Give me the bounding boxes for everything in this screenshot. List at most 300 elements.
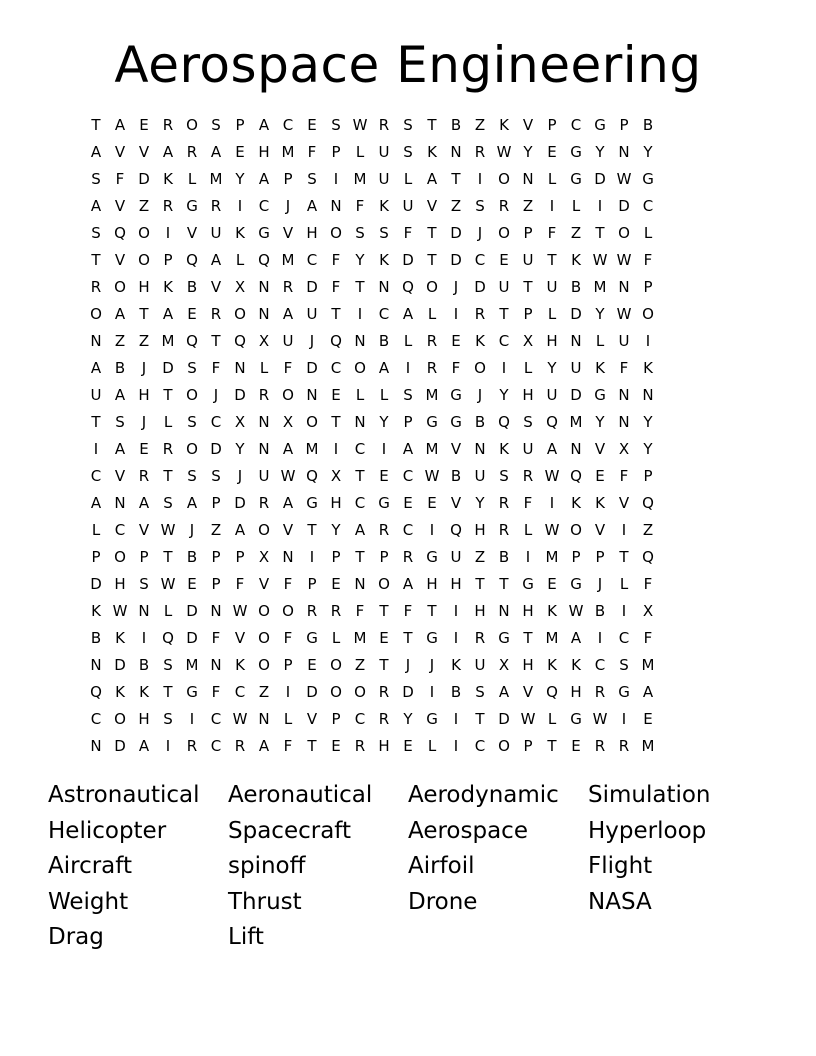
grid-letter[interactable]: A — [378, 359, 390, 377]
grid-letter[interactable]: T — [307, 737, 317, 755]
grid-letter[interactable]: Q — [162, 629, 174, 647]
grid-letter[interactable]: P — [283, 170, 293, 188]
grid-letter[interactable]: L — [571, 197, 581, 215]
grid-letter[interactable]: G — [570, 143, 582, 161]
grid-letter[interactable]: S — [91, 224, 101, 242]
grid-letter[interactable]: F — [523, 494, 533, 512]
grid-letter[interactable]: K — [115, 683, 125, 701]
grid-letter[interactable]: L — [331, 629, 341, 647]
grid-letter[interactable]: T — [499, 305, 509, 323]
grid-letter[interactable]: O — [258, 521, 270, 539]
grid-letter[interactable]: G — [594, 386, 606, 404]
grid-letter[interactable]: I — [189, 710, 195, 728]
grid-letter[interactable]: M — [185, 656, 199, 674]
grid-letter[interactable]: Y — [643, 440, 653, 458]
grid-letter[interactable]: H — [138, 710, 150, 728]
grid-letter[interactable]: A — [570, 629, 582, 647]
grid-letter[interactable]: G — [306, 494, 318, 512]
grid-letter[interactable]: P — [403, 413, 413, 431]
grid-letter[interactable]: A — [138, 494, 150, 512]
grid-letter[interactable]: F — [451, 359, 461, 377]
grid-letter[interactable]: Y — [355, 251, 365, 269]
grid-letter[interactable]: Z — [474, 116, 486, 134]
grid-letter[interactable]: N — [90, 656, 102, 674]
grid-letter[interactable]: J — [141, 359, 147, 377]
grid-letter[interactable]: I — [165, 224, 171, 242]
grid-letter[interactable]: K — [571, 656, 581, 674]
grid-letter[interactable]: E — [571, 737, 581, 755]
grid-letter[interactable]: E — [499, 251, 509, 269]
grid-letter[interactable]: X — [522, 332, 534, 350]
grid-letter[interactable]: V — [618, 494, 630, 512]
grid-letter[interactable]: W — [352, 116, 368, 134]
grid-letter[interactable]: N — [378, 278, 390, 296]
grid-letter[interactable]: D — [210, 440, 222, 458]
grid-letter[interactable]: L — [523, 359, 533, 377]
grid-letter[interactable]: L — [355, 143, 365, 161]
grid-letter[interactable]: P — [643, 467, 653, 485]
grid-letter[interactable]: A — [114, 116, 126, 134]
grid-letter[interactable]: H — [378, 737, 390, 755]
grid-letter[interactable]: A — [186, 494, 198, 512]
grid-letter[interactable]: O — [354, 683, 366, 701]
grid-letter[interactable]: B — [450, 683, 462, 701]
grid-letter[interactable]: Y — [595, 143, 605, 161]
grid-letter[interactable]: Q — [114, 224, 126, 242]
grid-letter[interactable]: P — [331, 548, 341, 566]
grid-letter[interactable]: T — [523, 629, 533, 647]
grid-letter[interactable]: P — [235, 116, 245, 134]
grid-letter[interactable]: K — [91, 602, 101, 620]
grid-letter[interactable]: G — [426, 413, 438, 431]
grid-letter[interactable]: W — [616, 170, 632, 188]
grid-letter[interactable]: V — [282, 521, 294, 539]
grid-letter[interactable]: O — [234, 305, 246, 323]
grid-letter[interactable]: Z — [138, 197, 150, 215]
grid-letter[interactable]: C — [354, 710, 366, 728]
grid-letter[interactable]: V — [522, 683, 534, 701]
grid-letter[interactable]: E — [307, 656, 317, 674]
grid-letter[interactable]: G — [186, 683, 198, 701]
grid-letter[interactable]: W — [232, 710, 248, 728]
grid-letter[interactable]: Y — [547, 359, 557, 377]
grid-letter[interactable]: U — [90, 386, 102, 404]
grid-letter[interactable]: T — [619, 548, 629, 566]
grid-letter[interactable]: B — [450, 467, 462, 485]
grid-letter[interactable]: N — [258, 305, 270, 323]
grid-letter[interactable]: K — [379, 197, 389, 215]
grid-letter[interactable]: T — [475, 710, 485, 728]
grid-letter[interactable]: T — [451, 170, 461, 188]
grid-letter[interactable]: I — [429, 521, 435, 539]
grid-letter[interactable]: P — [307, 575, 317, 593]
grid-letter[interactable]: K — [547, 656, 557, 674]
grid-letter[interactable]: M — [425, 386, 439, 404]
grid-letter[interactable]: G — [426, 548, 438, 566]
grid-letter[interactable]: A — [234, 521, 246, 539]
grid-letter[interactable]: K — [475, 332, 485, 350]
grid-letter[interactable]: C — [330, 359, 342, 377]
grid-letter[interactable]: E — [451, 332, 461, 350]
grid-letter[interactable]: B — [186, 278, 198, 296]
grid-letter[interactable]: N — [354, 332, 366, 350]
grid-letter[interactable]: K — [499, 440, 509, 458]
grid-letter[interactable]: T — [427, 251, 437, 269]
grid-letter[interactable]: J — [597, 575, 603, 593]
grid-letter[interactable]: R — [186, 143, 198, 161]
grid-letter[interactable]: L — [283, 710, 293, 728]
grid-letter[interactable]: L — [403, 170, 413, 188]
grid-letter[interactable]: F — [307, 143, 317, 161]
grid-letter[interactable]: E — [427, 494, 437, 512]
grid-letter[interactable]: Z — [474, 548, 486, 566]
grid-letter[interactable]: E — [187, 575, 197, 593]
grid-letter[interactable]: G — [306, 629, 318, 647]
grid-letter[interactable]: D — [570, 386, 582, 404]
grid-letter[interactable]: T — [163, 683, 173, 701]
grid-letter[interactable]: V — [114, 143, 126, 161]
grid-letter[interactable]: T — [547, 251, 557, 269]
grid-letter[interactable]: X — [234, 278, 246, 296]
grid-letter[interactable]: Z — [114, 332, 126, 350]
grid-letter[interactable]: Q — [306, 467, 318, 485]
grid-letter[interactable]: S — [187, 359, 197, 377]
grid-letter[interactable]: O — [498, 224, 510, 242]
grid-letter[interactable]: F — [403, 602, 413, 620]
grid-letter[interactable]: S — [307, 170, 317, 188]
grid-letter[interactable]: O — [330, 683, 342, 701]
grid-letter[interactable]: U — [282, 332, 294, 350]
grid-letter[interactable]: B — [90, 629, 102, 647]
grid-letter[interactable]: C — [594, 656, 606, 674]
grid-letter[interactable]: W — [232, 602, 248, 620]
grid-letter[interactable]: Z — [522, 197, 534, 215]
grid-letter[interactable]: L — [427, 737, 437, 755]
grid-letter[interactable]: G — [186, 197, 198, 215]
grid-letter[interactable]: F — [355, 602, 365, 620]
grid-letter[interactable]: N — [450, 143, 462, 161]
grid-letter[interactable]: O — [258, 656, 270, 674]
grid-letter[interactable]: N — [642, 386, 654, 404]
grid-letter[interactable]: C — [402, 521, 414, 539]
grid-letter[interactable]: N — [234, 359, 246, 377]
grid-letter[interactable]: A — [402, 575, 414, 593]
grid-letter[interactable]: O — [186, 386, 198, 404]
grid-letter[interactable]: M — [641, 737, 655, 755]
grid-letter[interactable]: O — [642, 305, 654, 323]
grid-letter[interactable]: N — [330, 197, 342, 215]
grid-letter[interactable]: K — [115, 629, 125, 647]
grid-letter[interactable]: E — [307, 116, 317, 134]
grid-letter[interactable]: P — [283, 656, 293, 674]
grid-letter[interactable]: M — [353, 170, 367, 188]
grid-letter[interactable]: R — [210, 305, 222, 323]
grid-letter[interactable]: X — [498, 656, 510, 674]
grid-letter[interactable]: L — [163, 602, 173, 620]
grid-letter[interactable]: S — [523, 413, 533, 431]
grid-letter[interactable]: V — [114, 251, 126, 269]
grid-letter[interactable]: F — [643, 629, 653, 647]
grid-letter[interactable]: W — [520, 710, 536, 728]
grid-letter[interactable]: J — [237, 467, 243, 485]
grid-letter[interactable]: A — [426, 170, 438, 188]
grid-letter[interactable]: S — [163, 710, 173, 728]
grid-letter[interactable]: T — [427, 224, 437, 242]
grid-letter[interactable]: Q — [234, 332, 246, 350]
grid-letter[interactable]: Q — [546, 413, 558, 431]
grid-letter[interactable]: P — [619, 116, 629, 134]
grid-letter[interactable]: D — [450, 251, 462, 269]
grid-letter[interactable]: C — [474, 251, 486, 269]
grid-letter[interactable]: P — [379, 548, 389, 566]
grid-letter[interactable]: M — [545, 548, 559, 566]
grid-letter[interactable]: H — [522, 386, 534, 404]
grid-letter[interactable]: P — [523, 224, 533, 242]
grid-letter[interactable]: I — [381, 440, 387, 458]
grid-letter[interactable]: C — [642, 197, 654, 215]
grid-letter[interactable]: K — [571, 494, 581, 512]
grid-letter[interactable]: N — [618, 413, 630, 431]
grid-letter[interactable]: V — [306, 710, 318, 728]
grid-letter[interactable]: H — [474, 602, 486, 620]
grid-letter[interactable]: Z — [450, 197, 462, 215]
grid-letter[interactable]: L — [547, 170, 557, 188]
grid-letter[interactable]: A — [498, 683, 510, 701]
grid-letter[interactable]: S — [619, 656, 629, 674]
grid-letter[interactable]: C — [282, 116, 294, 134]
grid-letter[interactable]: F — [283, 629, 293, 647]
grid-letter[interactable]: E — [403, 737, 413, 755]
grid-letter[interactable]: E — [403, 494, 413, 512]
grid-letter[interactable]: F — [547, 224, 557, 242]
grid-letter[interactable]: I — [429, 683, 435, 701]
grid-letter[interactable]: P — [643, 278, 653, 296]
grid-letter[interactable]: K — [163, 278, 173, 296]
grid-letter[interactable]: J — [405, 656, 411, 674]
grid-letter[interactable]: F — [643, 575, 653, 593]
grid-letter[interactable]: I — [549, 494, 555, 512]
grid-letter[interactable]: T — [331, 305, 341, 323]
grid-letter[interactable]: I — [93, 440, 99, 458]
grid-letter[interactable]: R — [378, 710, 390, 728]
grid-letter[interactable]: T — [139, 305, 149, 323]
grid-letter[interactable]: L — [187, 170, 197, 188]
grid-letter[interactable]: I — [645, 332, 651, 350]
grid-letter[interactable]: C — [210, 737, 222, 755]
grid-letter[interactable]: N — [570, 332, 582, 350]
grid-letter[interactable]: Z — [138, 332, 150, 350]
grid-letter[interactable]: O — [498, 170, 510, 188]
grid-letter[interactable]: K — [499, 116, 509, 134]
grid-letter[interactable]: P — [211, 494, 221, 512]
grid-letter[interactable]: F — [403, 224, 413, 242]
grid-letter[interactable]: B — [186, 548, 198, 566]
grid-letter[interactable]: K — [235, 224, 245, 242]
grid-letter[interactable]: S — [115, 413, 125, 431]
grid-letter[interactable]: V — [426, 197, 438, 215]
grid-letter[interactable]: G — [570, 710, 582, 728]
grid-letter[interactable]: E — [595, 467, 605, 485]
grid-letter[interactable]: S — [211, 116, 221, 134]
grid-letter[interactable]: I — [453, 305, 459, 323]
grid-letter[interactable]: S — [499, 467, 509, 485]
grid-letter[interactable]: C — [210, 710, 222, 728]
grid-letter[interactable]: N — [522, 170, 534, 188]
grid-letter[interactable]: L — [235, 251, 245, 269]
grid-letter[interactable]: D — [114, 737, 126, 755]
grid-letter[interactable]: T — [427, 602, 437, 620]
grid-letter[interactable]: T — [307, 521, 317, 539]
grid-letter[interactable]: S — [163, 656, 173, 674]
grid-letter[interactable]: A — [90, 359, 102, 377]
grid-letter[interactable]: U — [402, 197, 414, 215]
grid-letter[interactable]: M — [593, 278, 607, 296]
grid-letter[interactable]: C — [354, 440, 366, 458]
grid-letter[interactable]: C — [210, 413, 222, 431]
grid-letter[interactable]: M — [281, 143, 295, 161]
grid-letter[interactable]: C — [354, 494, 366, 512]
grid-letter[interactable]: G — [426, 629, 438, 647]
grid-letter[interactable]: C — [306, 251, 318, 269]
grid-letter[interactable]: O — [330, 224, 342, 242]
grid-letter[interactable]: X — [282, 413, 294, 431]
grid-letter[interactable]: T — [523, 278, 533, 296]
grid-letter[interactable]: S — [403, 116, 413, 134]
grid-letter[interactable]: X — [258, 332, 270, 350]
grid-letter[interactable]: S — [355, 224, 365, 242]
grid-letter[interactable]: X — [618, 440, 630, 458]
grid-letter[interactable]: L — [595, 332, 605, 350]
grid-letter[interactable]: V — [594, 440, 606, 458]
grid-letter[interactable]: G — [594, 116, 606, 134]
grid-letter[interactable]: A — [258, 116, 270, 134]
grid-letter[interactable]: R — [186, 737, 198, 755]
grid-letter[interactable]: N — [258, 710, 270, 728]
grid-letter[interactable]: W — [280, 467, 296, 485]
grid-letter[interactable]: Y — [643, 143, 653, 161]
grid-letter[interactable]: I — [165, 737, 171, 755]
grid-letter[interactable]: P — [331, 143, 341, 161]
grid-letter[interactable]: I — [453, 629, 459, 647]
grid-letter[interactable]: K — [427, 143, 437, 161]
grid-letter[interactable]: L — [547, 305, 557, 323]
grid-letter[interactable]: G — [258, 224, 270, 242]
grid-letter[interactable]: G — [450, 413, 462, 431]
grid-letter[interactable]: O — [426, 278, 438, 296]
grid-letter[interactable]: S — [379, 224, 389, 242]
grid-letter[interactable]: T — [355, 467, 365, 485]
grid-letter[interactable]: R — [258, 386, 270, 404]
grid-letter[interactable]: R — [498, 494, 510, 512]
grid-letter[interactable]: H — [138, 278, 150, 296]
grid-letter[interactable]: D — [570, 305, 582, 323]
grid-letter[interactable]: S — [475, 683, 485, 701]
grid-letter[interactable]: M — [641, 656, 655, 674]
grid-letter[interactable]: E — [643, 710, 653, 728]
grid-letter[interactable]: B — [474, 413, 486, 431]
grid-letter[interactable]: K — [643, 359, 653, 377]
grid-letter[interactable]: A — [114, 305, 126, 323]
grid-letter[interactable]: R — [138, 467, 150, 485]
grid-letter[interactable]: F — [355, 197, 365, 215]
grid-letter[interactable]: F — [235, 575, 245, 593]
grid-letter[interactable]: I — [453, 710, 459, 728]
grid-letter[interactable]: E — [379, 629, 389, 647]
grid-letter[interactable]: H — [522, 656, 534, 674]
grid-letter[interactable]: G — [426, 710, 438, 728]
grid-letter[interactable]: T — [499, 575, 509, 593]
grid-letter[interactable]: R — [90, 278, 102, 296]
grid-letter[interactable]: W — [544, 467, 560, 485]
grid-letter[interactable]: C — [474, 737, 486, 755]
grid-letter[interactable]: T — [91, 413, 101, 431]
grid-letter[interactable]: A — [306, 197, 318, 215]
grid-letter[interactable]: C — [258, 197, 270, 215]
grid-letter[interactable]: R — [522, 467, 534, 485]
grid-letter[interactable]: N — [258, 278, 270, 296]
grid-letter[interactable]: H — [474, 521, 486, 539]
grid-letter[interactable]: T — [211, 332, 221, 350]
grid-letter[interactable]: V — [282, 224, 294, 242]
grid-letter[interactable]: A — [402, 440, 414, 458]
grid-letter[interactable]: V — [138, 521, 150, 539]
grid-letter[interactable]: E — [139, 116, 149, 134]
grid-letter[interactable]: J — [285, 197, 291, 215]
grid-letter[interactable]: D — [186, 602, 198, 620]
grid-letter[interactable]: J — [309, 332, 315, 350]
grid-letter[interactable]: K — [379, 251, 389, 269]
grid-letter[interactable]: G — [642, 170, 654, 188]
grid-letter[interactable]: V — [258, 575, 270, 593]
grid-letter[interactable]: C — [498, 332, 510, 350]
grid-letter[interactable]: O — [258, 629, 270, 647]
grid-letter[interactable]: V — [114, 467, 126, 485]
grid-letter[interactable]: F — [211, 359, 221, 377]
grid-letter[interactable]: F — [331, 251, 341, 269]
grid-letter[interactable]: R — [594, 737, 606, 755]
grid-letter[interactable]: T — [163, 548, 173, 566]
grid-letter[interactable]: D — [450, 224, 462, 242]
grid-letter[interactable]: N — [354, 413, 366, 431]
grid-letter[interactable]: G — [378, 494, 390, 512]
grid-letter[interactable]: Y — [331, 521, 341, 539]
grid-letter[interactable]: H — [114, 575, 126, 593]
grid-letter[interactable]: Y — [235, 170, 245, 188]
grid-letter[interactable]: X — [330, 467, 342, 485]
grid-letter[interactable]: W — [112, 602, 128, 620]
grid-letter[interactable]: P — [523, 737, 533, 755]
grid-letter[interactable]: C — [114, 521, 126, 539]
grid-letter[interactable]: Y — [379, 413, 389, 431]
grid-letter[interactable]: B — [450, 116, 462, 134]
grid-letter[interactable]: C — [90, 710, 102, 728]
grid-letter[interactable]: R — [378, 116, 390, 134]
grid-letter[interactable]: R — [162, 197, 174, 215]
grid-letter[interactable]: I — [549, 197, 555, 215]
grid-letter[interactable]: D — [138, 170, 150, 188]
grid-letter[interactable]: P — [523, 305, 533, 323]
grid-letter[interactable]: Q — [498, 413, 510, 431]
grid-letter[interactable]: Q — [90, 683, 102, 701]
grid-letter[interactable]: L — [547, 710, 557, 728]
grid-letter[interactable]: E — [379, 467, 389, 485]
grid-letter[interactable]: O — [114, 278, 126, 296]
grid-letter[interactable]: N — [90, 332, 102, 350]
grid-letter[interactable]: K — [163, 170, 173, 188]
grid-letter[interactable]: O — [138, 251, 150, 269]
grid-letter[interactable]: F — [283, 575, 293, 593]
grid-letter[interactable]: M — [425, 440, 439, 458]
